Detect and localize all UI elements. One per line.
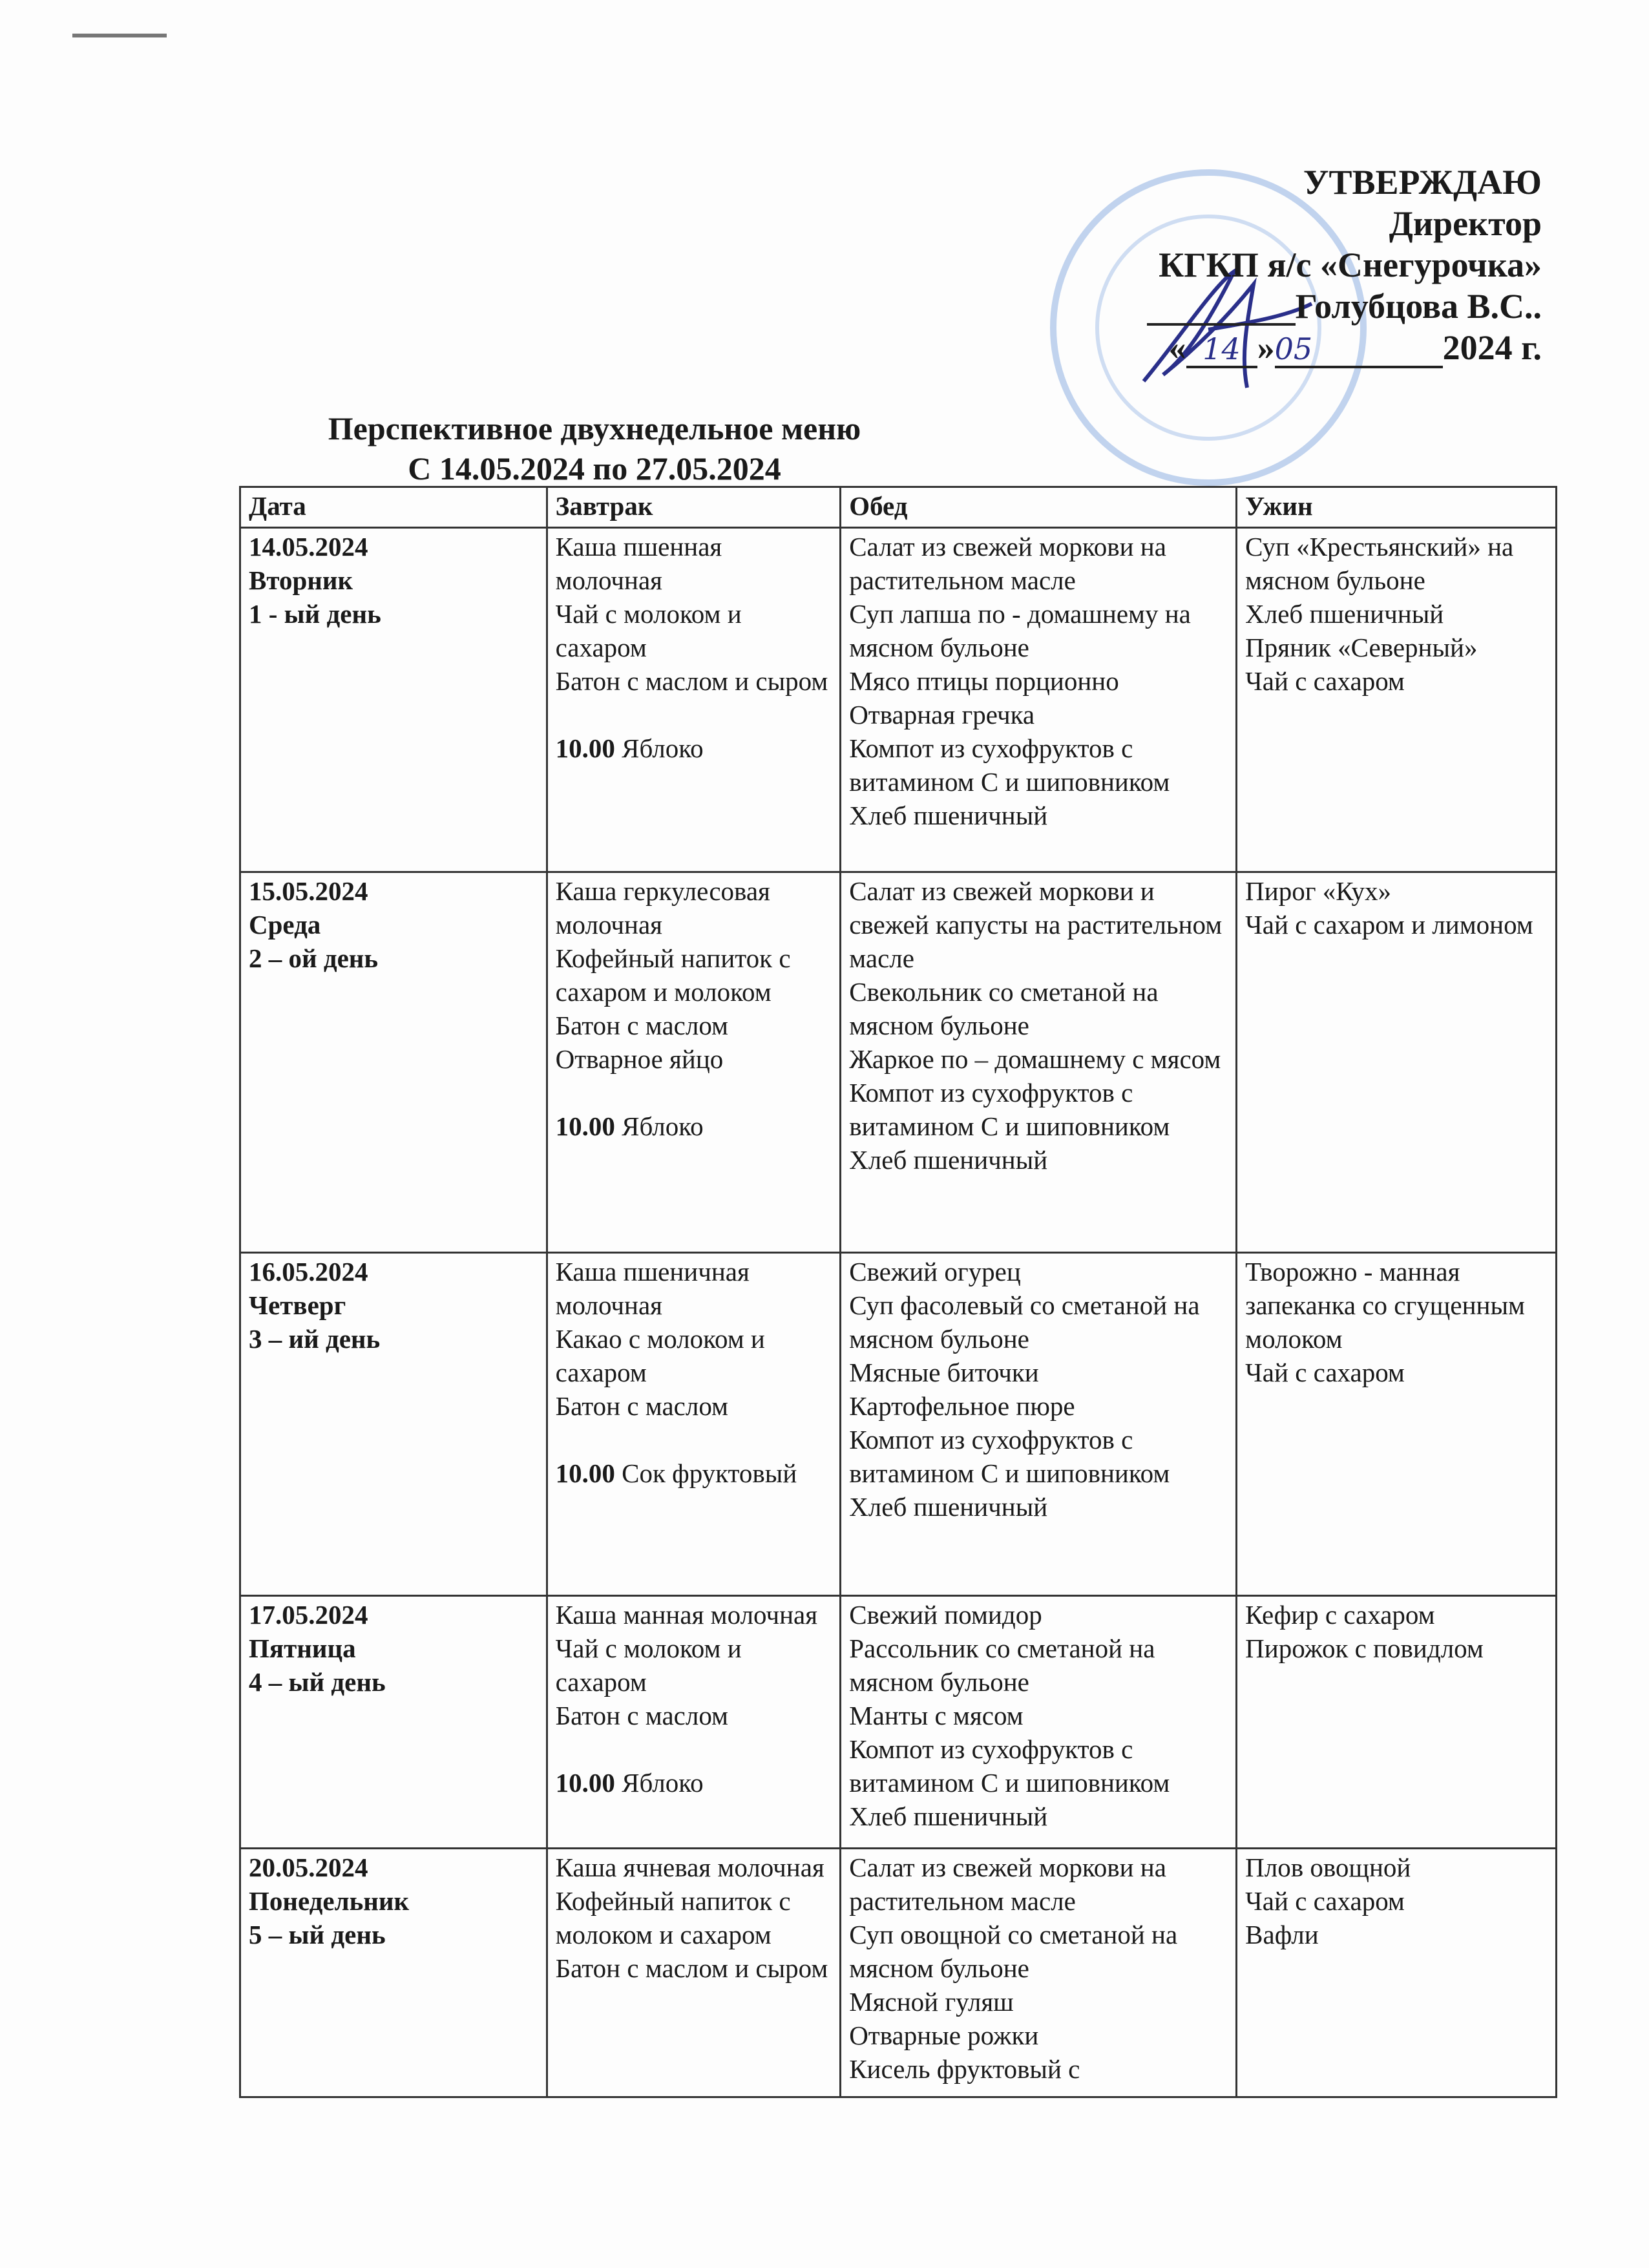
snack-name: Яблоко [622, 1111, 704, 1141]
breakfast-item: Какао с молоком и сахаром [555, 1324, 765, 1387]
dinner-item: Творожно - манная запеканка со сгущенным молоком [1245, 1257, 1525, 1354]
dinner-item: Суп «Крестьянский» на мясном бульоне [1245, 532, 1514, 595]
document-title: Перспективное двухнедельное меню С 14.05.2024 по 27.05.2024 [328, 410, 861, 487]
breakfast-item: Кофейный напиток с молоком и сахаром [555, 1886, 791, 1949]
breakfast-item: Каша геркулесовая молочная [555, 876, 770, 940]
table-row [240, 872, 1557, 1253]
lunch-item: Рассольник со сметаной на мясном бульоне [849, 1633, 1155, 1697]
table-row [240, 1596, 1557, 1849]
date-cell [240, 528, 547, 872]
lunch-item: Свежий помидор [849, 1600, 1042, 1630]
lunch-item: Компот из сухофруктов с витамином С и шиповником [849, 1078, 1170, 1141]
lunch-cell [841, 528, 1237, 872]
lunch-cell [841, 1253, 1237, 1596]
lunch-item: Отварные рожки [849, 2021, 1039, 2050]
dinner-item: Чай с сахаром и лимоном [1245, 910, 1533, 940]
dinner-cell [1237, 1596, 1557, 1849]
lunch-item: Отварная гречка [849, 700, 1035, 730]
breakfast-item: Батон с маслом [555, 1391, 728, 1421]
scan-mark [72, 34, 167, 37]
date-line: Среда [249, 910, 321, 940]
date-line: Понедельник [249, 1886, 410, 1916]
approval-day: 14 [1186, 332, 1257, 368]
lunch-item: Картофельное пюре [849, 1391, 1075, 1421]
dinner-cell [1237, 1849, 1557, 2097]
dinner-item: Пирог «Кух» [1245, 876, 1392, 906]
breakfast-cell [547, 1596, 841, 1849]
date-line: Вторник [249, 565, 353, 595]
snack-item [556, 1456, 832, 1490]
breakfast-cell [547, 1253, 841, 1596]
lunch-item: Салат из свежей моркови и свежей капусты на растительном масле [849, 876, 1223, 973]
date-cell [240, 1596, 547, 1849]
lunch-item: Кисель фруктовый с [849, 2054, 1080, 2084]
breakfast-cell [547, 528, 841, 872]
lunch-item: Мясной гуляш [849, 1987, 1014, 2017]
breakfast-item: Отварное яйцо [555, 1044, 724, 1074]
table-row [240, 1849, 1557, 2097]
approval-position: Директор [1389, 204, 1542, 243]
header-lunch: Обед [841, 487, 1237, 528]
snack-item [556, 1109, 832, 1143]
lunch-item: Компот из сухофруктов с витамином С и шиповником [849, 1425, 1170, 1488]
lunch-cell [841, 1596, 1237, 1849]
dinner-item: Кефир с сахаром [1245, 1600, 1435, 1630]
lunch-item: Мясо птицы порционно [849, 666, 1119, 696]
lunch-item: Салат из свежей моркови на растительном масле [849, 1853, 1166, 1916]
approval-name: Голубцова В.С.. [1295, 287, 1542, 326]
dinner-item: Пирожок с повидлом [1245, 1633, 1484, 1663]
table-row [240, 1253, 1557, 1596]
lunch-cell [841, 1849, 1237, 2097]
lunch-item: Компот из сухофруктов с витамином С и шиповником [849, 733, 1170, 797]
date-cell [240, 1849, 547, 2097]
dinner-item: Пряник «Северный» [1245, 633, 1478, 662]
dinner-item: Чай с сахаром [1245, 1886, 1405, 1916]
lunch-item: Хлеб пшеничный [849, 801, 1048, 830]
date-line: 17.05.2024 [249, 1600, 368, 1630]
date-line: 16.05.2024 [249, 1257, 368, 1286]
snack-time: 10.00 [555, 1768, 615, 1798]
snack-item [556, 731, 832, 765]
date-line: 1 - ый день [249, 599, 381, 629]
approval-heading: УТВЕРЖДАЮ [1303, 163, 1542, 202]
date-cell [240, 1253, 547, 1596]
breakfast-item: Каша пшенная молочная [555, 532, 722, 595]
approval-block [1147, 162, 1542, 368]
lunch-item: Мясные биточки [849, 1358, 1039, 1387]
lunch-item: Свекольник со сметаной на мясном бульоне [849, 977, 1159, 1040]
breakfast-item: Батон с маслом [555, 1701, 728, 1730]
breakfast-item: Чай с молоком и сахаром [555, 1633, 742, 1697]
date-line: 4 – ый день [249, 1667, 386, 1697]
table-row [240, 528, 1557, 872]
date-cell [240, 872, 547, 1253]
breakfast-item: Каша манная молочная [555, 1600, 818, 1630]
snack-name: Яблоко [622, 1768, 704, 1798]
lunch-item: Компот из сухофруктов с витамином С и шиповником [849, 1734, 1170, 1798]
date-line: 3 – ий день [249, 1324, 381, 1354]
dinner-cell [1237, 528, 1557, 872]
lunch-item: Манты с мясом [849, 1701, 1024, 1730]
lunch-item: Хлеб пшеничный [849, 1145, 1048, 1175]
snack-time: 10.00 [555, 733, 615, 763]
lunch-item: Салат из свежей моркови на растительном масле [849, 532, 1166, 595]
breakfast-cell [547, 872, 841, 1253]
breakfast-item: Батон с маслом [555, 1011, 728, 1040]
snack-item [556, 1766, 832, 1800]
date-line: 5 – ый день [249, 1920, 386, 1949]
breakfast-item: Батон с маслом и сыром [555, 1953, 828, 1983]
approval-year: 2024 г. [1442, 328, 1542, 367]
approval-date: « 14 »05 2024 г. [1168, 328, 1542, 367]
date-line: 20.05.2024 [249, 1853, 368, 1882]
lunch-item: Свежий огурец [849, 1257, 1021, 1286]
breakfast-item: Каша пшеничная молочная [555, 1257, 750, 1320]
dinner-item: Чай с сахаром [1245, 1358, 1405, 1387]
dinner-cell [1237, 872, 1557, 1253]
lunch-cell [841, 872, 1237, 1253]
dinner-cell [1237, 1253, 1557, 1596]
breakfast-item: Кофейный напиток с сахаром и молоком [555, 943, 791, 1007]
approval-month: 05 [1275, 332, 1443, 368]
breakfast-item: Батон с маслом и сыром [555, 666, 828, 696]
breakfast-cell [547, 1849, 841, 2097]
lunch-item: Хлеб пшеничный [849, 1801, 1048, 1831]
lunch-item: Суп фасолевый со сметаной на мясном бульоне [849, 1290, 1200, 1354]
lunch-item: Суп лапша по - домашнему на мясном бульоне [849, 599, 1191, 662]
header-dinner: Ужин [1237, 487, 1557, 528]
snack-name: Яблоко [622, 733, 704, 763]
dinner-item: Хлеб пшеничный [1245, 599, 1444, 629]
dinner-item: Плов овощной [1245, 1853, 1411, 1882]
breakfast-item: Каша ячневая молочная [555, 1853, 824, 1882]
date-line: Пятница [249, 1633, 356, 1663]
snack-time: 10.00 [555, 1458, 615, 1488]
header-date: Дата [240, 487, 547, 528]
snack-time: 10.00 [555, 1111, 615, 1141]
date-line: Четверг [249, 1290, 346, 1320]
menu-table [239, 486, 1557, 2098]
breakfast-item: Чай с молоком и сахаром [555, 599, 742, 662]
date-line: 14.05.2024 [249, 532, 368, 562]
date-line: 15.05.2024 [249, 876, 368, 906]
lunch-item: Жаркое по – домашнему с мясом [849, 1044, 1221, 1074]
date-line: 2 – ой день [249, 943, 379, 973]
approval-organization: КГКП я/с «Снегурочка» [1159, 246, 1542, 284]
header-breakfast: Завтрак [547, 487, 841, 528]
lunch-item: Хлеб пшеничный [849, 1492, 1048, 1522]
dinner-item: Вафли [1245, 1920, 1319, 1949]
lunch-item: Суп овощной со сметаной на мясном бульоне [849, 1920, 1178, 1983]
snack-name: Сок фруктовый [622, 1458, 797, 1488]
dinner-item: Чай с сахаром [1245, 666, 1405, 696]
